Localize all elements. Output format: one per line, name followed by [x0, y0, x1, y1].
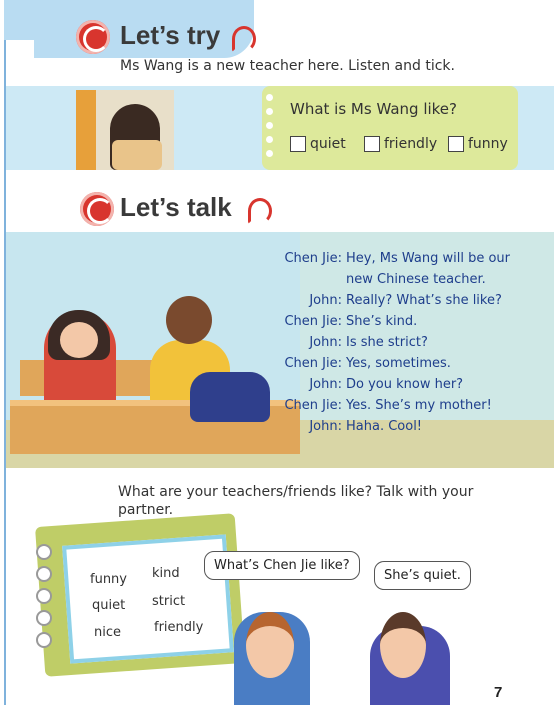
section-title-lets-talk: Let’s talk: [120, 192, 232, 222]
door-frame-illustration: [76, 90, 96, 170]
option-label-quiet: quiet: [310, 136, 346, 152]
word-item: strict: [152, 594, 186, 609]
box-dot: [266, 150, 273, 157]
speech-bubble-question: What’s Chen Jie like?: [204, 551, 360, 580]
dialogue-line: Do you know her?: [346, 377, 464, 392]
speaker-label: Chen Jie:: [284, 314, 342, 329]
notebook-ring-icon: [36, 588, 52, 604]
speaker-label: John:: [309, 377, 342, 392]
dialogue-line: Yes. She’s my mother!: [346, 398, 492, 413]
boy-left-face-illustration: [246, 612, 294, 678]
instruction-lets-try: Ms Wang is a new teacher here. Listen and tick.: [120, 58, 455, 74]
speaker-label: John:: [309, 335, 342, 350]
checkbox-friendly[interactable]: [364, 136, 380, 152]
option-label-funny: funny: [468, 136, 508, 152]
word-item: nice: [94, 625, 121, 640]
dialogue-line: new Chinese teacher.: [346, 272, 486, 287]
box-dot: [266, 136, 273, 143]
box-dot: [266, 94, 273, 101]
section-title-lets-try: Let’s try: [120, 20, 221, 50]
speaker-label: Chen Jie:: [284, 251, 342, 266]
word-item: kind: [152, 566, 180, 581]
teacher-shawl-illustration: [112, 140, 162, 170]
question-box: [262, 86, 518, 170]
listen-icon[interactable]: [232, 26, 256, 52]
schoolbag-illustration: [190, 372, 270, 422]
option-label-friendly: friendly: [384, 136, 438, 152]
box-dot: [266, 122, 273, 129]
checkbox-funny[interactable]: [448, 136, 464, 152]
word-item: quiet: [92, 598, 126, 613]
dialogue-line: She’s kind.: [346, 314, 418, 329]
notebook-ring-icon: [36, 566, 52, 582]
question-text: What is Ms Wang like?: [290, 100, 457, 118]
chen-jie-face-illustration: [60, 322, 98, 358]
dialogue-line: Yes, sometimes.: [346, 356, 451, 371]
boy-right-face-illustration: [380, 612, 426, 678]
checkbox-quiet[interactable]: [290, 136, 306, 152]
instruction-talk-line1: What are your teachers/friends like? Talk with your: [118, 484, 474, 500]
dialogue-line: Really? What’s she like?: [346, 293, 502, 308]
speech-bubble-answer: She’s quiet.: [374, 561, 471, 590]
listen-icon[interactable]: [248, 198, 272, 224]
notebook-ring-icon: [36, 610, 52, 626]
speaker-label: John:: [309, 293, 342, 308]
listen-badge-icon: [76, 20, 110, 54]
speaker-label: Chen Jie:: [284, 398, 342, 413]
speaker-label: John:: [309, 419, 342, 434]
dialogue-line: Hey, Ms Wang will be our: [346, 251, 510, 266]
dialogue: [276, 248, 516, 448]
page-number: 7: [494, 684, 503, 701]
word-item: friendly: [154, 620, 204, 635]
word-item: funny: [90, 572, 127, 587]
dialogue-line: Haha. Cool!: [346, 419, 423, 434]
dialogue-line: Is she strict?: [346, 335, 428, 350]
speaker-label: Chen Jie:: [284, 356, 342, 371]
notebook-ring-icon: [36, 632, 52, 648]
john-face-illustration: [166, 296, 212, 344]
instruction-talk-line2: partner.: [118, 502, 174, 518]
notebook-ring-icon: [36, 544, 52, 560]
box-dot: [266, 108, 273, 115]
talk-badge-icon: [80, 192, 114, 226]
